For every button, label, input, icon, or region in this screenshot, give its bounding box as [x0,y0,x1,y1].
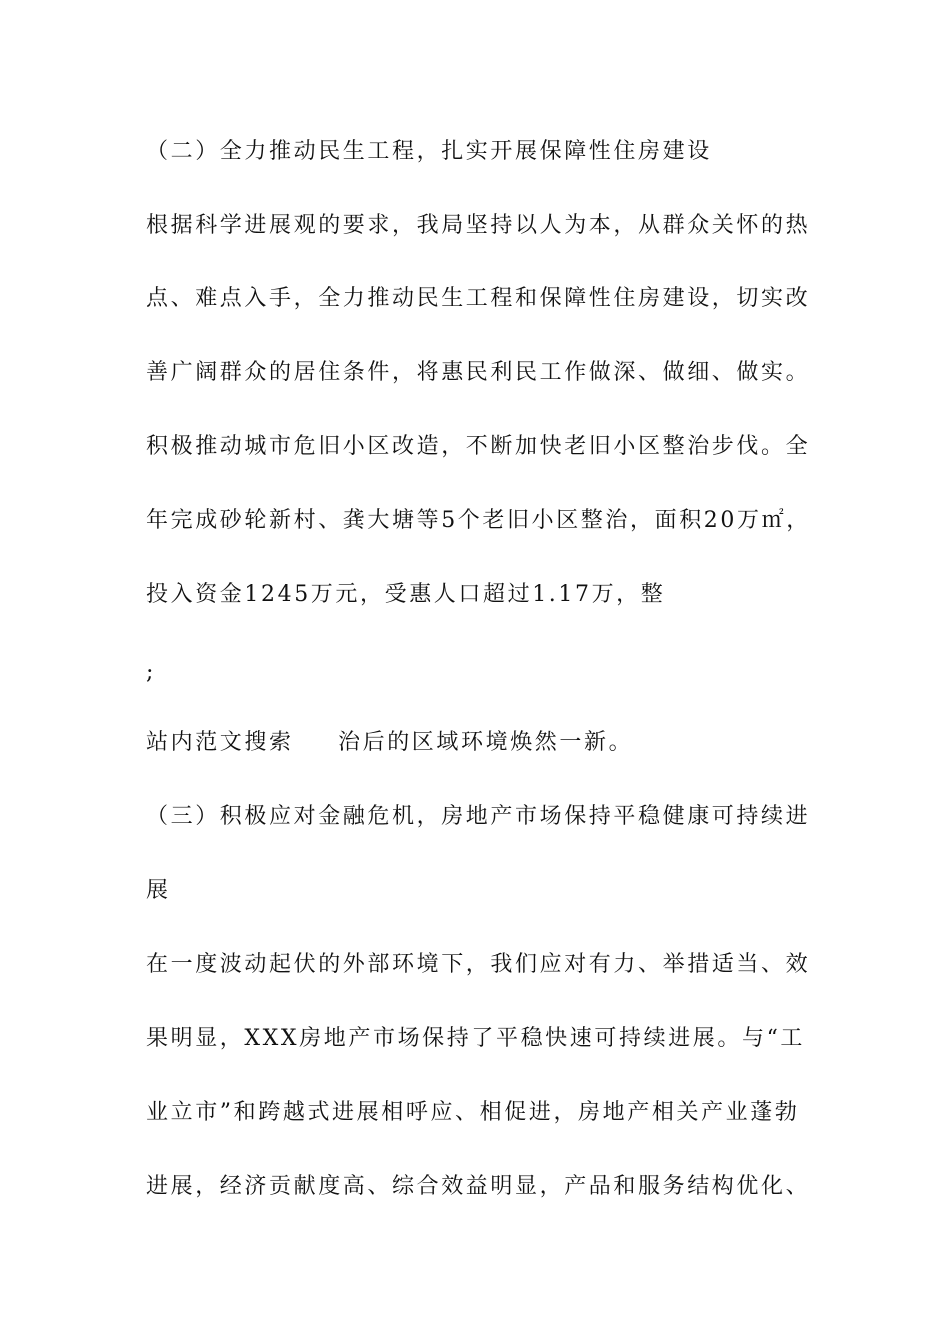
section-heading-2: （二）全力推动民生工程，扎实开展保障性住房建设 [146,139,712,164]
paragraph-line: 果明显，XXX房地产市场保持了平稳快速可持续进展。与“工 [146,1026,806,1051]
semicolon-line: ; [146,660,157,685]
paragraph-line: 善广阔群众的居住条件，将惠民利民工作做深、做细、做实。 [146,360,811,385]
paragraph-line: 年完成砂轮新村、龚大塘等5个老旧小区整治，面积20万㎡， [146,508,811,533]
section-heading-3-cont: 展 [146,878,171,903]
paragraph-line: 治后的区域环境焕然一新。 [338,730,634,755]
search-link[interactable]: 站内范文搜索 [146,730,294,755]
paragraph-line: 进展，经济贡献度高、综合效益明显，产品和服务结构优化、 [146,1174,811,1199]
paragraph-line: 投入资金1245万元，受惠人口超过1.17万，整 [146,582,666,607]
paragraph-line: 业立市”和跨越式进展相呼应、相促进，房地产相关产业蓬勃 [146,1100,800,1125]
section-heading-3: （三）积极应对金融危机，房地产市场保持平稳健康可持续进 [146,804,811,829]
paragraph-line: 在一度波动起伏的外部环境下，我们应对有力、举措适当、效 [146,952,811,977]
paragraph-line: 积极推动城市危旧小区改造，不断加快老旧小区整治步伐。全 [146,434,811,459]
paragraph-line: 根据科学进展观的要求，我局坚持以人为本，从群众关怀的热 [146,213,811,238]
paragraph-line: 点、难点入手，全力推动民生工程和保障性住房建设，切实改 [146,286,811,311]
